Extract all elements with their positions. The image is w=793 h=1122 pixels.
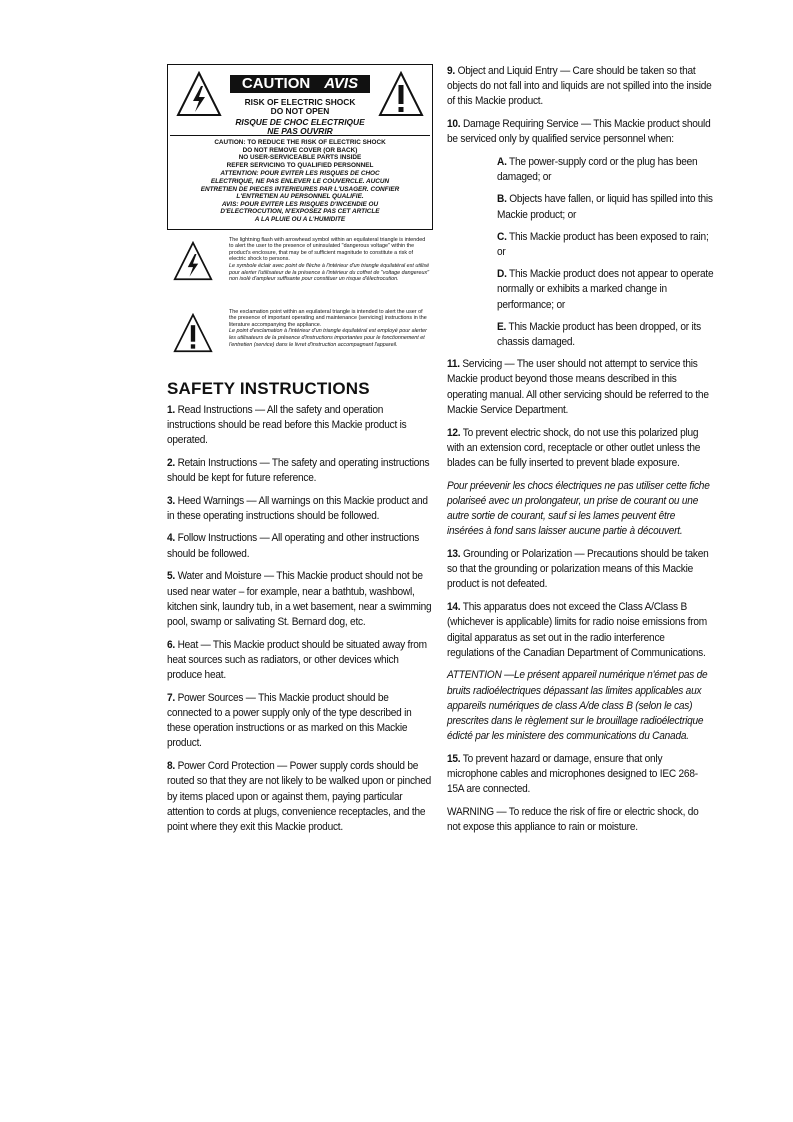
- instruction-item: [447, 547, 714, 593]
- item-text: Heat — This Mackie product should be situated away from heat sources such as radiators, or other devices which produce heat.: [167, 638, 427, 682]
- item-text: Object and Liquid Entry — Care should be taken so that objects do not fall into and liquids are not spilled into the inside of this Mackie product.: [447, 65, 712, 108]
- lightning-note-fr: Le symbole éclair avec point de flèche à l'intérieur d'un triangle équilatéral est utilisé pour alerter l'utilisateur de la présence à l'intérieur du coffret de "voltage dangereux" non isolé d'ampleur suffisante pour constituer un risque d'électrocution.: [229, 262, 430, 283]
- item-number: 7.: [167, 691, 175, 704]
- right-column: [447, 64, 715, 843]
- item-number: 1.: [167, 403, 175, 416]
- instruction-item: [447, 357, 714, 418]
- risk-en-line: DO NOT OPEN: [270, 106, 330, 117]
- risk-en-line: RISK OF ELECTRIC SHOCK: [244, 97, 356, 107]
- item-text: To prevent hazard or damage, ensure that only microphone cables and microphones designed to IEC 268-15A are connected.: [447, 752, 698, 796]
- caution-fr-line: ELECTRIQUE, NE PAS ENLEVER LE COUVERCLE. AUCUN: [210, 177, 390, 185]
- sub-item-letter: D.: [497, 268, 507, 281]
- french-note-12: Pour préevenir les chocs électriques ne pas utiliser cette fiche polariseé avec un prolongateur, un prise de courant ou une autre sortie de courant, sauf si les lames peuvent être insérées à fond sans laisser aucune partie à découvert.: [447, 479, 710, 538]
- sub-item-letter: E.: [497, 320, 507, 333]
- sub-item: [497, 155, 718, 185]
- sub-item-text: Objects have fallen, or liquid has spilled into this Mackie product; or: [497, 193, 713, 221]
- exclamation-note-en: The exclamation point within an equilateral triangle is intended to alert the user of the presence of important operating and maintenance (servicing) instructions in the literature accompanying the appliance.: [229, 308, 427, 328]
- warning-note: WARNING — To reduce the risk of fire or electric shock, do not expose this appliance to rain or moisture.: [447, 806, 699, 834]
- instruction-item: [167, 569, 434, 630]
- sub-item: [497, 192, 718, 222]
- item-number: 6.: [167, 638, 175, 651]
- item-number: 14.: [447, 601, 461, 614]
- exclamation-warning-icon: [173, 313, 213, 353]
- item-text: Power Cord Protection — Power supply cords should be routed so that they are not likely to be walked upon or pinched by items placed upon or against them, paying particular attention to cords at plugs, convenience receptacles, and the point where they exit this Mackie product.: [167, 760, 431, 833]
- lightning-symbol-note: [167, 237, 433, 307]
- item-number: 15.: [447, 752, 461, 765]
- french-note-14: ATTENTION —Le présent appareil numérique n'émet pas de bruits radioélectriques dépassant las limites applicables aux appareils numériques de class A/de class B (selon le cas) prescrites dans le règlement sur le brouillage radioélectrique édicté par les ministere des communications du Canada.: [447, 669, 708, 743]
- item-number: 2.: [167, 456, 175, 469]
- instruction-item: [167, 531, 434, 561]
- item-number: 10.: [447, 118, 461, 131]
- sub-item-letter: C.: [497, 230, 507, 243]
- left-column: [167, 64, 433, 843]
- caution-line: NO USER-SERVICEABLE PARTS INSIDE: [238, 154, 362, 162]
- item-number: 11.: [447, 358, 460, 371]
- risk-fr: [222, 118, 378, 136]
- risk-fr-line: NE PAS OUVRIR: [267, 126, 333, 137]
- item-text: Follow Instructions — All operating and other instructions should be followed.: [167, 532, 420, 560]
- sub-item-text: The power-supply cord or the plug has been damaged; or: [497, 156, 698, 184]
- caution-label: CAUTION: [241, 75, 311, 92]
- safety-heading: SAFETY INSTRUCTIONS: [167, 378, 370, 398]
- caution-fr-line: L'ENTRETIEN AU PERSONNEL QUALIFIE.: [236, 193, 364, 201]
- item-number: 9.: [447, 65, 455, 77]
- sub-item: [497, 230, 718, 260]
- instruction-item: [167, 638, 434, 684]
- instruction-item: [167, 403, 434, 449]
- instruction-item: [167, 691, 434, 752]
- item-number: 5.: [167, 570, 175, 583]
- caution-fr-line: ENTRETIEN DE PIECES INTERIEURES PAR L'USAGER. CONFIER: [200, 185, 400, 193]
- item-text: Power Sources — This Mackie product should be connected to a power supply only of the type described in these operation instructions or as marked on this Mackie product.: [167, 691, 412, 750]
- caution-banner: [230, 75, 370, 93]
- item-text: Damage Requiring Service — This Mackie product should be serviced only by qualified service personnel when:: [447, 118, 711, 146]
- caution-box: [167, 64, 433, 230]
- caution-fr-line: D'ELECTROCUTION, N'EXPOSEZ PAS CET ARTICLE: [220, 208, 380, 216]
- sub-item: [497, 320, 718, 350]
- instruction-item: [167, 759, 434, 835]
- item-text: Servicing — The user should not attempt to service this Mackie product beyond those means described in this operating manual. All other servicing should be referred to the Mackie Service Department.: [447, 358, 709, 416]
- caution-header: [170, 67, 430, 136]
- item-text: Heed Warnings — All warnings on this Mackie product and in these operating instructions should be followed.: [167, 494, 428, 522]
- lightning-warning-icon: [173, 241, 213, 281]
- instruction-item: [167, 494, 434, 524]
- item-number: 8.: [167, 760, 175, 773]
- risk-fr-line: RISQUE DE CHOC ELECTRIQUE: [235, 117, 365, 127]
- risk-en: [222, 98, 378, 116]
- exclamation-note-fr: Le point d'exclamation à l'intérieur d'un triangle équilatéral est employé pour alerter les utilisateurs de la présence d'instructions importantes pour le fonctionnement et l'entretien (service) dans le livret d'instruction accompagnant l'appareil.: [229, 328, 427, 348]
- sub-item: [497, 267, 718, 313]
- item-text: This apparatus does not exceed the Class A/Class B (whichever is applicable) limits for radio noise emissions from digital apparatus as set out in the radio interference regulations of the Canadian Department of Communications.: [447, 601, 707, 659]
- sub-item-letter: A.: [497, 156, 507, 169]
- sub-item-text: This Mackie product has been dropped, or its chassis damaged.: [497, 320, 701, 349]
- avis-label: AVIS: [324, 75, 359, 92]
- sub-item-text: This Mackie product does not appear to operate normally or exhibits a marked change in performance; or: [497, 268, 714, 311]
- item-text: Grounding or Polarization — Precautions should be taken so that the grounding or polarization means of this Mackie product is not defeated.: [447, 547, 709, 591]
- instruction-item: [447, 64, 714, 110]
- caution-body: [170, 136, 430, 227]
- instruction-item: [447, 752, 714, 798]
- exclamation-symbol-note: [167, 309, 433, 369]
- item-number: 3.: [167, 494, 175, 507]
- caution-line: CAUTION: TO REDUCE THE RISK OF ELECTRIC SHOCK: [214, 139, 386, 146]
- item-number: 4.: [167, 532, 175, 545]
- lightning-warning-icon: [176, 71, 222, 117]
- caution-line: REFER SERVICING TO QUALIFIED PERSONNEL: [226, 161, 374, 169]
- caution-fr-line: AVIS: POUR EVITER LES RISQUES D'INCENDIE OU: [221, 200, 379, 208]
- sub-item-text: This Mackie product has been exposed to rain; or: [497, 230, 709, 259]
- caution-fr: [176, 170, 424, 223]
- item-text: Retain Instructions — The safety and operating instructions should be kept for future reference.: [167, 456, 430, 484]
- item-text: Read Instructions — All the safety and operation instructions should be read before this Mackie product is operated.: [167, 403, 407, 446]
- instruction-item: [447, 600, 714, 661]
- exclamation-warning-icon: [378, 71, 424, 117]
- sub-item-letter: B.: [497, 193, 507, 206]
- item-text: To prevent electric shock, do not use this polarized plug with an extension cord, receptacle or other outlet unless the blades can be fully inserted to prevent blade exposure.: [447, 426, 701, 469]
- item-number: 12.: [447, 426, 461, 439]
- caution-fr-line: A LA PLUIE OU A L'HUMIDITE: [254, 215, 346, 223]
- item-number: 13.: [447, 547, 461, 560]
- caution-fr-line: ATTENTION: POUR EVITER LES RISQUES DE CHOC: [220, 170, 380, 178]
- item-text: Water and Moisture — This Mackie product should not be used near water – for example, near a bathtub, washbowl, kitchen sink, laundry tub, in a wet basement, near a swimming pool, swamp or salivating St. Bernard dog, etc.: [167, 570, 432, 628]
- caution-line: DO NOT REMOVE COVER (OR BACK): [242, 146, 358, 154]
- instruction-item: [167, 456, 434, 486]
- instruction-item: [447, 426, 714, 472]
- instruction-item: [447, 117, 714, 147]
- lightning-note-en: The lightning flash with arrowhead symbol within an equilateral triangle is intended to alert the user to the presence of uninsulated "dangerous voltage" within the product's enclosure, that may be of sufficient magnitude to constitute a risk of electric shock to persons.: [229, 236, 426, 263]
